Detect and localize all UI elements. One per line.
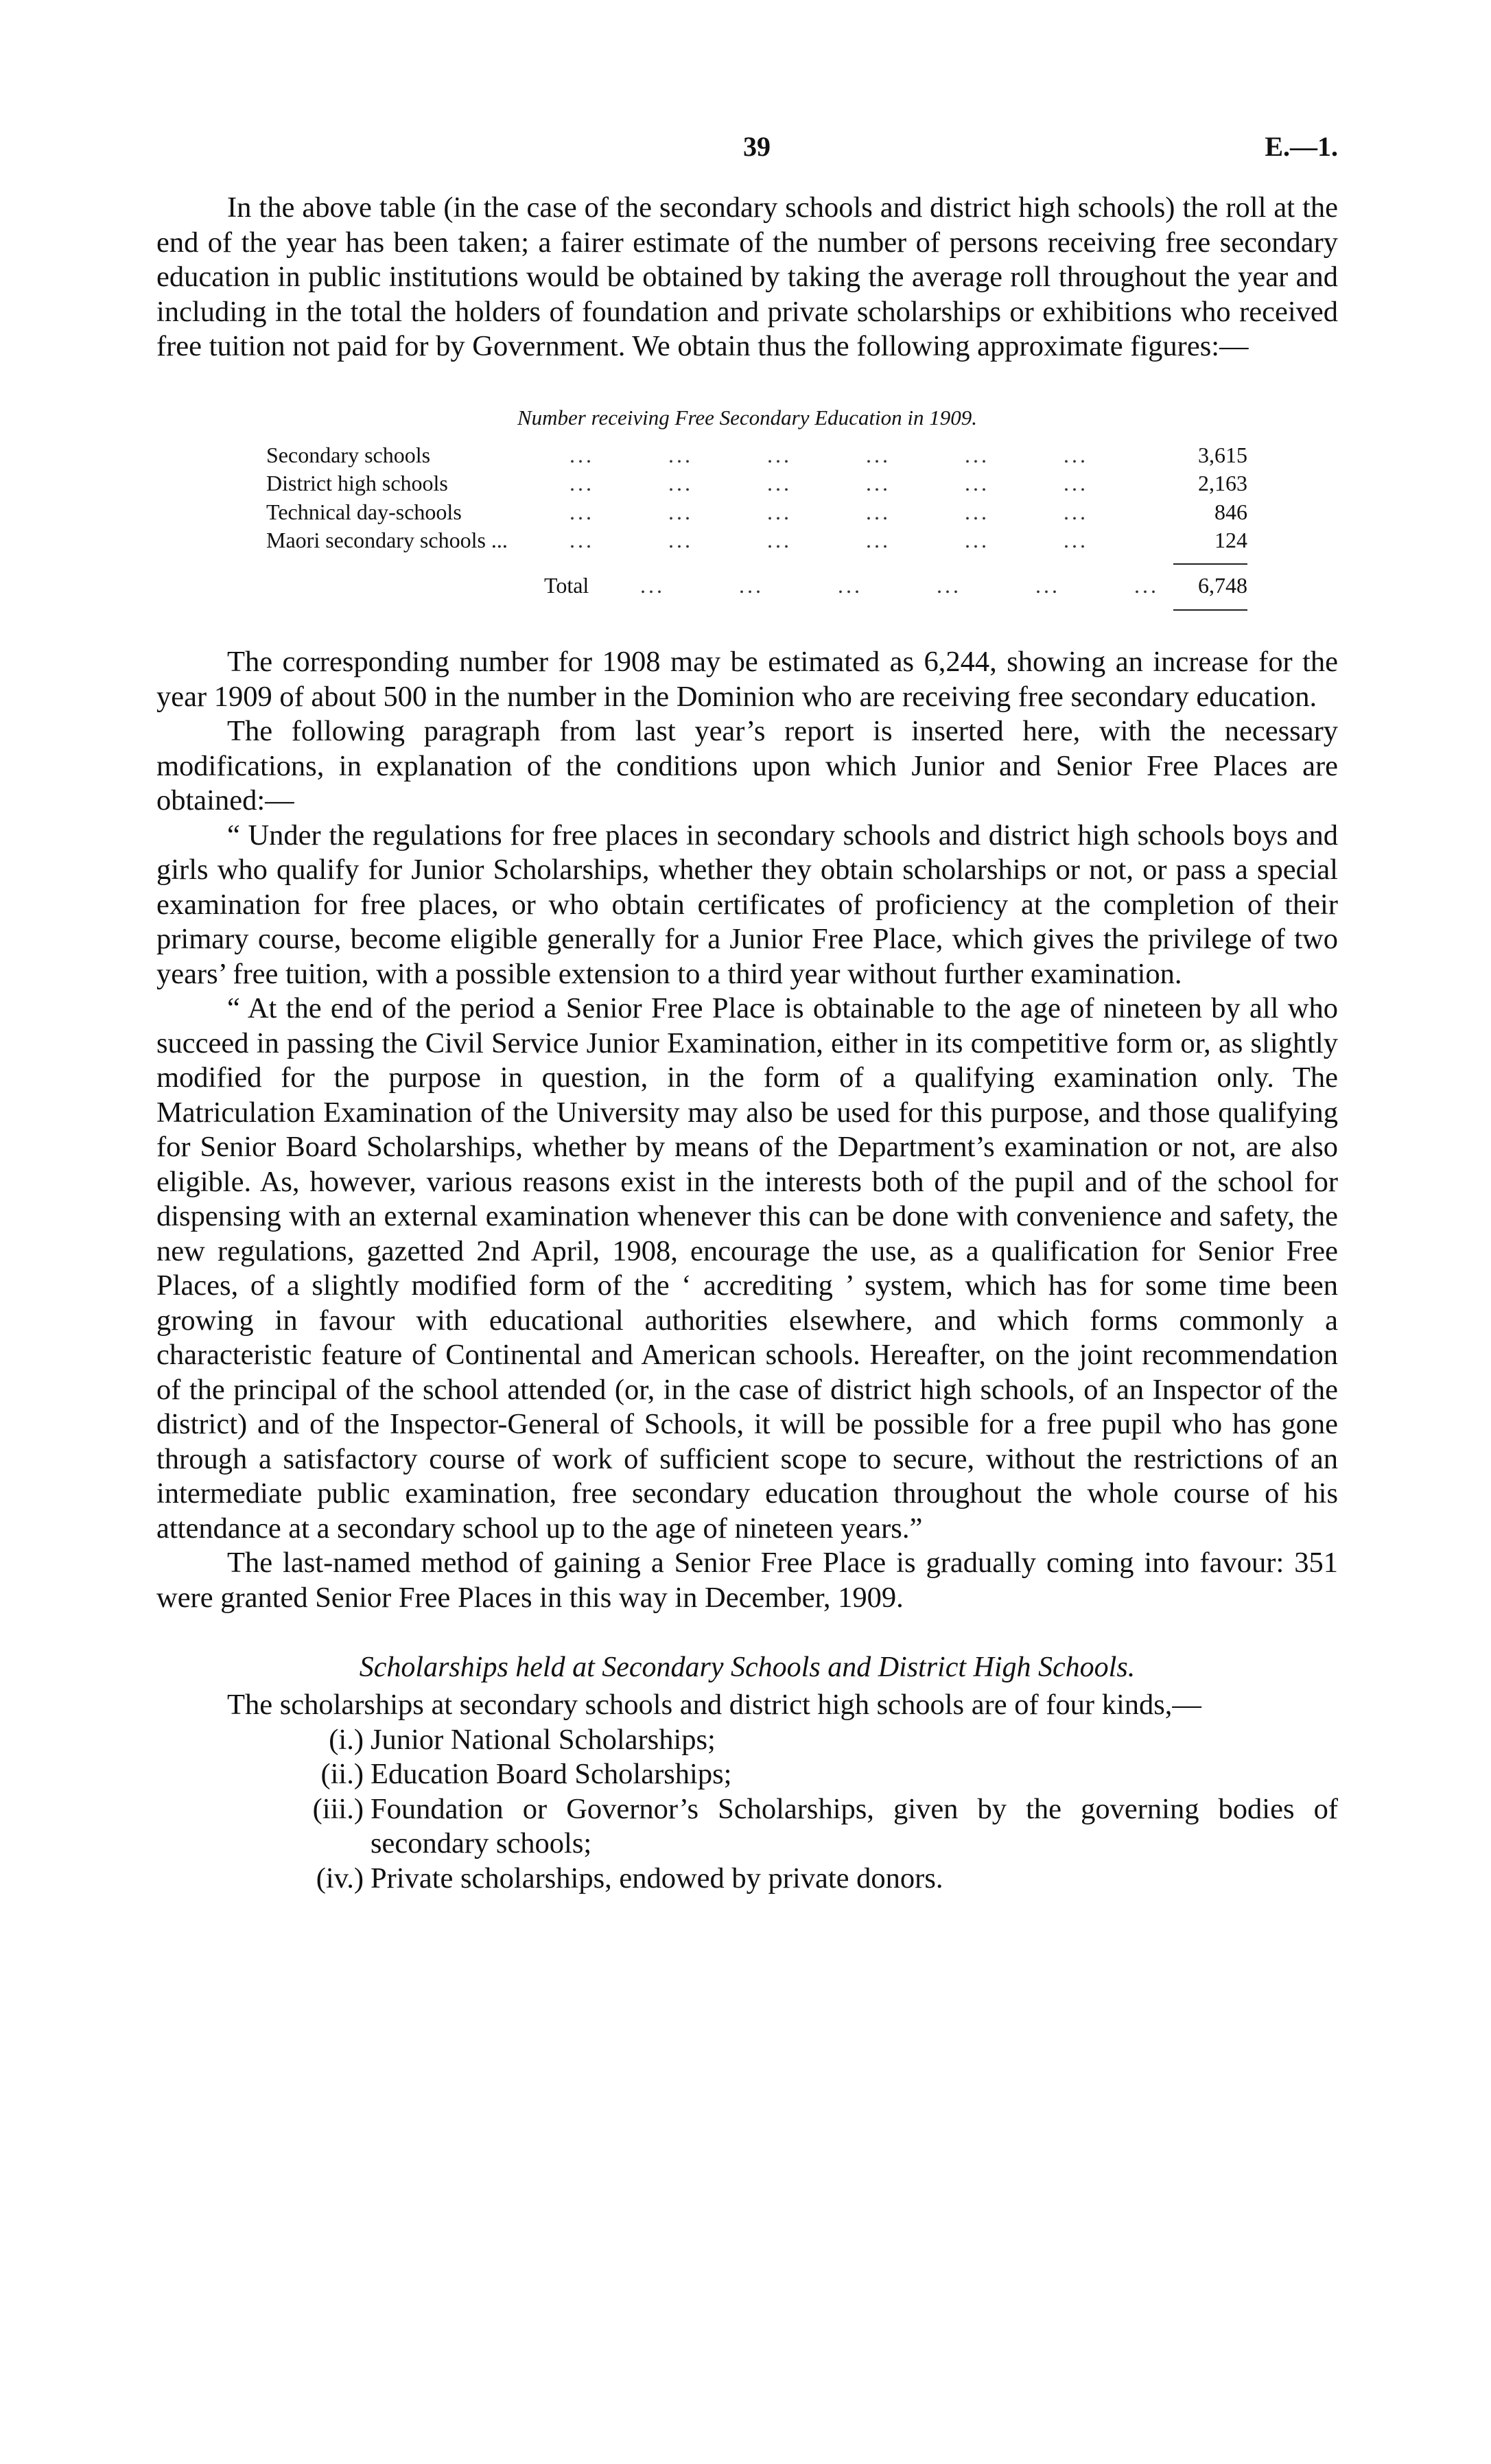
row-label: District high schools [266, 471, 448, 495]
section-intro: The scholarships at secondary schools and district high schools are of four kinds,— [227, 1689, 1201, 1721]
table-row [266, 528, 1247, 556]
row-value: 846 [1214, 499, 1247, 524]
page-header [156, 130, 1338, 172]
bottom-rule [1173, 609, 1247, 611]
section-title: Scholarships held at Secondary Schools and District High Schools. [359, 1652, 1136, 1683]
table-row [266, 500, 1247, 528]
quoted-paragraph: “ At the end of the period a Senior Free Place is obtainable to the age of nineteen by all who succeed in passing the Civil Service Junior Examination, either in its competitive form or, as slightly modified for the purpose in question, in the form of a qualifying examination only. The Matriculation Examination of the University may also be used for this purpose, and those qualifying for Senior Board Scholarships, whether by means of the Department’s examination or not, are also eligible. As, however, various reasons exist in the interests both of the pupil and of the school for dispensing with an external examination whenever this can be done with convenience and safety, the new regulations, gazetted 2nd April, 1908, encourage the use, as a qualification for Senior Free Places, of a slightly modified form of the ‘ accrediting ’ system, which has for some time been growing in favour with educational authorities elsewhere, and which forms commonly a characteristic feature of Continental and American schools. Hereafter, on the joint recommendation of the principal of the school attended (or, in the case of district high schools, of an Inspector of the district) and of the Inspector-General of Schools, it will be possible for a free pupil who has gone through a satisfactory course of work of sufficient scope to secure, without the restrictions of an intermediate public examination, free secondary education throughout the whole course of his attendance at a secondary school up to the age of nineteen years.” [156, 992, 1338, 1545]
paragraph: The corresponding number for 1908 may be estimated as 6,244, showing an increase for the year 1909 of about 500 in the number in the Dominion who are receiving free secondary education. [156, 646, 1338, 713]
list-item [156, 1862, 1338, 1897]
list-marker: (iv.) [316, 1862, 364, 1894]
intro-paragraph: In the above table (in the case of the secondary schools and district high schools) the roll at the end of the year has been taken; a fairer estimate of the number of persons receiving free secondary education in public institutions would be obtained by taking the average roll throughout the year and including in the total the holders of foundation and private scholarships or exhibitions who received free tuition not paid for by Government. We obtain thus the following approximate figures:— [156, 191, 1338, 362]
table-row [266, 471, 1247, 500]
total-row [266, 573, 1247, 602]
total-label: Total [544, 572, 589, 598]
total-value: 6,748 [1198, 572, 1247, 598]
list-marker: (ii.) [320, 1758, 364, 1790]
row-value: 2,163 [1198, 471, 1247, 495]
dot-leader: ... ... ... ... ... ... [640, 572, 1159, 598]
list-marker: (iii.) [312, 1792, 364, 1825]
page-number: 39 [743, 131, 771, 162]
quoted-paragraph: “ Under the regulations for free places in secondary schools and district high schools boys and girls who qualify for Junior Scholarships, whether they obtain scholarships or not, or pass a special examination for free places, or who obtain certificates of proficiency at the completion of their primary course, become eligible generally for a Junior Free Place, which gives the privilege of two years’ free tuition, with a possible extension to a third year without further examination. [156, 819, 1338, 990]
dot-leader: ... ... ... ... ... ... [570, 442, 1088, 467]
free-secondary-table [266, 443, 1247, 611]
table-title: Number receiving Free Secondary Education in 1909. [517, 405, 978, 430]
list-item-text: Education Board Scholarships; [371, 1758, 732, 1790]
dot-leader: ... ... ... ... ... ... [570, 499, 1088, 524]
dot-leader: ... ... ... ... ... ... [570, 471, 1088, 495]
list-item [156, 1792, 1338, 1862]
list-item [156, 1723, 1338, 1758]
dot-leader: ... ... ... ... ... ... [570, 528, 1088, 552]
row-label: Maori secondary schools ... [266, 528, 508, 552]
list-item-text: Foundation or Governor’s Scholarships, given by the governing bodies of secondary schools; [371, 1792, 1338, 1859]
table-row [266, 443, 1247, 471]
scholarship-list [156, 1723, 1338, 1897]
list-marker: (i.) [329, 1723, 364, 1756]
row-label: Technical day-schools [266, 499, 462, 524]
row-value: 3,615 [1198, 442, 1247, 467]
document-page [156, 130, 1338, 1896]
list-item [156, 1757, 1338, 1792]
paragraph: The last-named method of gaining a Senior Free Place is gradually coming into favour: 351 were granted Senior Free Places in this way in December, 1909. [156, 1547, 1338, 1614]
list-item-text: Junior National Scholarships; [371, 1723, 716, 1756]
paragraph: The following paragraph from last year’s report is inserted here, with the necessary modifications, in explanation of the conditions upon which Junior and Senior Free Places are obtained:— [156, 715, 1338, 817]
row-label: Secondary schools [266, 442, 431, 467]
row-value: 124 [1214, 528, 1247, 552]
body-text [156, 645, 1338, 1615]
document-code: E.—1. [1265, 131, 1338, 162]
sum-rule [1173, 563, 1247, 565]
list-item-text: Private scholarships, endowed by private donors. [371, 1862, 943, 1894]
